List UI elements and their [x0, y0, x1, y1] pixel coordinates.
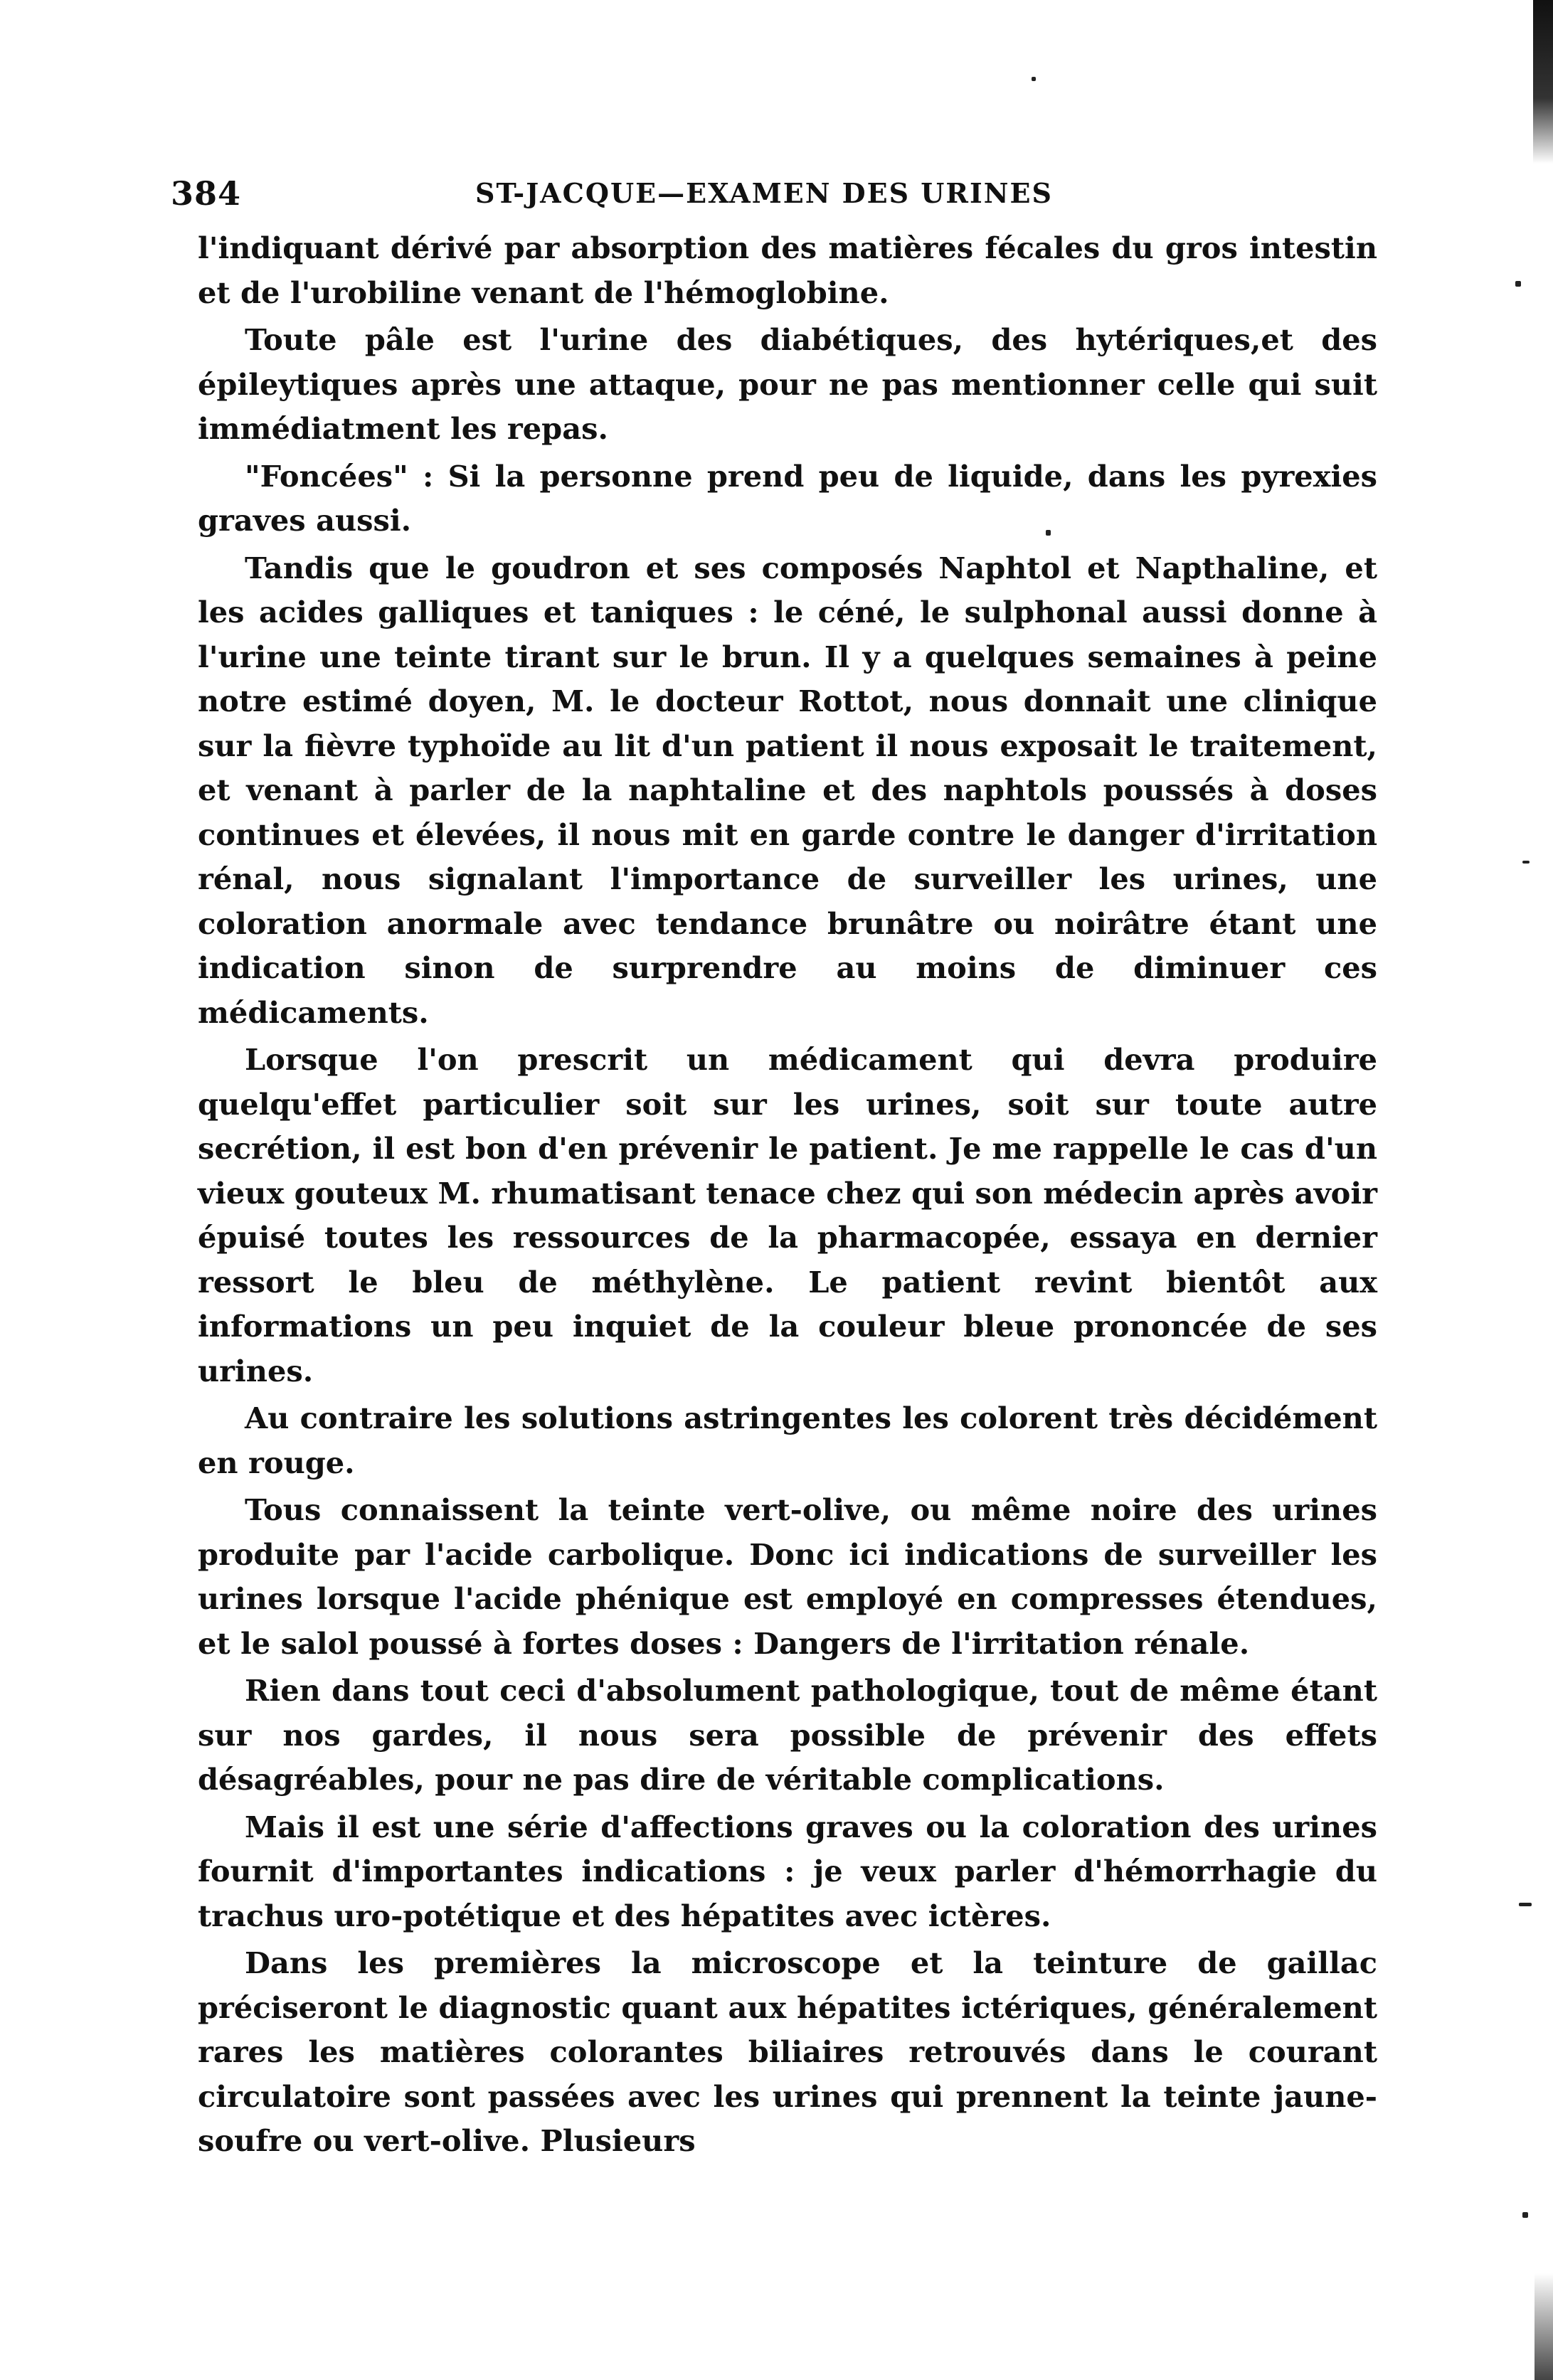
- paragraph: Rien dans tout ceci d'absolument pathologique, tout de même étant sur nos gardes, il nous sera possible de prévenir des effets désagréables, pour ne pas dire de véritable complications.: [198, 1673, 1377, 1797]
- page-number: 384: [171, 174, 242, 213]
- paragraph: Toute pâle est l'urine des diabétiques, des hytériques,et des épileytiques après une attaque, pour ne pas mentionner celle qui suit immédiatment les repas.: [198, 322, 1377, 446]
- paragraph: l'indiquant dérivé par absorption des matières fécales du gros intestin et de l'urobiline venant de l'hémoglobine.: [198, 230, 1377, 310]
- paragraph: Mais il est une série d'affections graves ou la coloration des urines fournit d'importantes indications : je veux parler d'hémorrhagie du trachus uro-potétique et des hépatites avec ictères.: [198, 1809, 1377, 1933]
- scan-speck: [1519, 1903, 1532, 1906]
- paragraph: Lorsque l'on prescrit un médicament qui devra produire quelqu'effet particulier soit sur les urines, soit sur toute autre secrétion, il est bon d'en prévenir le patient. Je me rappelle le cas d'un vieux gouteux M. rhumatisant tenace chez qui son médecin après avoir épuisé toutes les ressources de la pharmacopée, essaya en dernier ressort le bleu de méthylène. Le patient revint bientôt aux informations un peu inquiet de la couleur bleue prononcée de ses urines.: [198, 1042, 1377, 1388]
- paragraph: Tous connaissent la teinte vert-olive, ou même noire des urines produite par l'acide carbolique. Donc ici indications de surveiller les urines lorsque l'acide phénique est employé en compresses étendues, et le salol poussé à fortes doses : Dangers de l'irritation rénale.: [198, 1492, 1377, 1661]
- paragraph: Au contraire les solutions astringentes les colorent très décidément en rouge.: [198, 1401, 1377, 1480]
- running-head: ST-JACQUE—EXAMEN DES URINES: [475, 177, 1053, 209]
- scan-speck: [1522, 861, 1530, 864]
- scan-speck: [1515, 281, 1521, 287]
- scan-edge-mark-top: [1533, 0, 1553, 164]
- body-text: [198, 226, 1377, 2167]
- scan-speck: [1522, 2212, 1528, 2218]
- page-header: [171, 174, 1394, 217]
- paragraph: Dans les premières la microscope et la teinture de gaillac préciseront le diagnostic quant aux hépatites ictériques, généralement rares les matières colorantes biliaires retrouvés dans le courant circulatoire sont passées avec les urines qui prennent la teinte jaune-soufre ou vert-olive. Plusieurs: [198, 1945, 1377, 2158]
- paragraph: "Foncées" : Si la personne prend peu de liquide, dans les pyrexies graves aussi.: [198, 458, 1377, 538]
- scan-speck: [1032, 77, 1036, 81]
- paragraph: Tandis que le goudron et ses composés Naphtol et Napthaline, et les acides galliques et taniques : le céné, le sulphonal aussi donne à l'urine une teinte tirant sur le brun. Il y a quelques semaines à peine notre estimé doyen, M. le docteur Rottot, nous donnait une clinique sur la fièvre typhoïde au lit d'un patient il nous exposait le traitement, et venant à parler de la naphtaline et des naphtols poussés à doses continues et élevées, il nous mit en garde contre le danger d'irritation rénal, nous signalant l'importance de surveiller les urines, une coloration anormale avec tendance brunâtre ou noirâtre étant une indication sinon de surprendre au moins de diminuer ces médicaments.: [198, 550, 1377, 1030]
- scan-edge-mark-bottom: [1535, 2273, 1553, 2380]
